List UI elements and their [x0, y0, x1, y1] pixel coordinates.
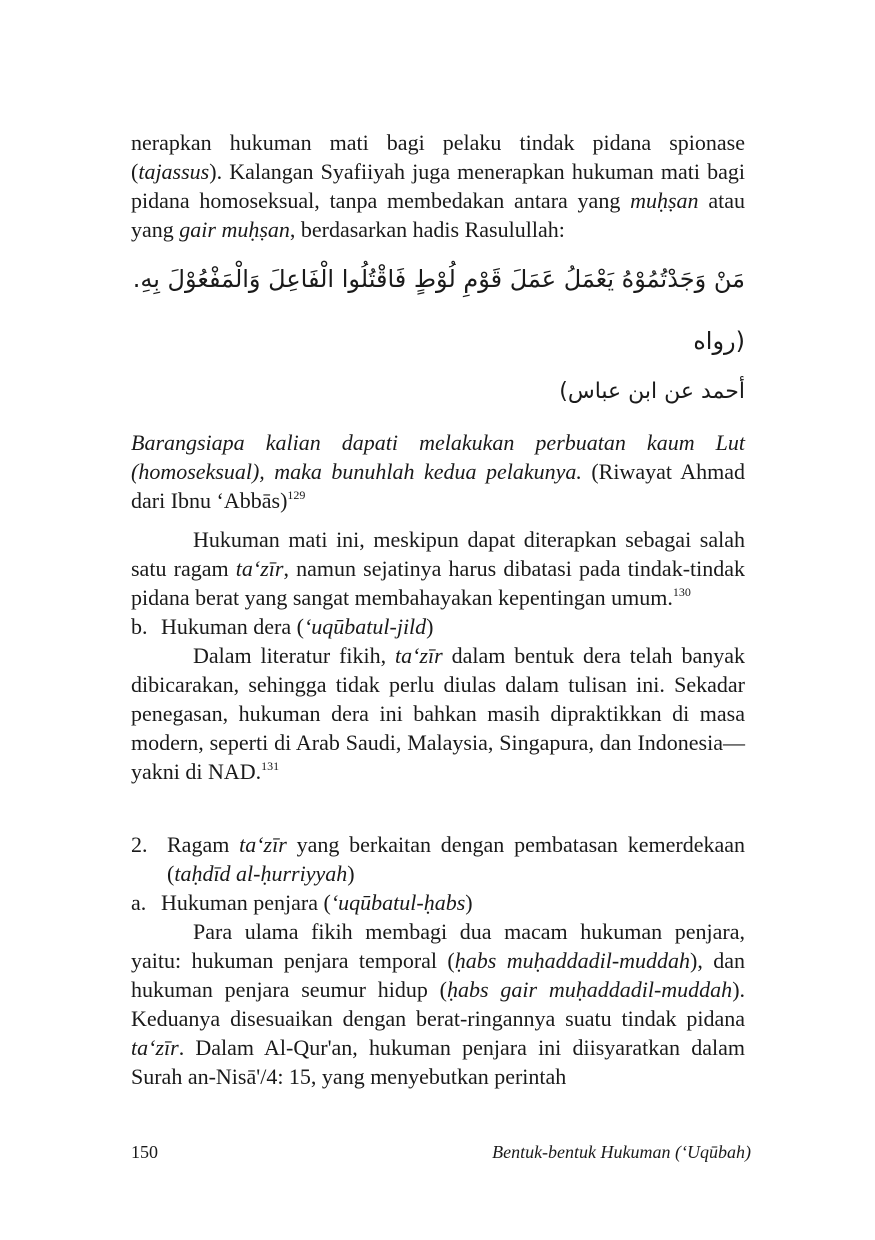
list-label: a.	[131, 890, 147, 915]
text: , namun sejatinya harus dibatasi pada tindak-tindak pidana berat yang sangat membahayakan kepentingan umum.	[131, 556, 746, 610]
term-italic: ta‘zīr	[395, 643, 443, 668]
section-2-text	[167, 830, 745, 888]
subheading-b	[131, 612, 745, 641]
hadith-arabic-line-1: مَنْ وَجَدْتُمُوْهُ يَعْمَلُ عَمَلَ قَوْمِ لُوْطٍ فَاقْتُلُوا الْفَاعِلَ وَالْمَفْعُوْلَ بِهِ. (رواه	[132, 265, 745, 355]
text: Hukuman dera (	[161, 614, 304, 639]
text: Dalam literatur fikih,	[193, 643, 396, 668]
text: yang berkaitan dengan pembatasan kemerdekaan (	[167, 832, 745, 886]
footnote-ref[interactable]: 130	[672, 585, 691, 599]
section-2-heading	[131, 830, 745, 888]
text: ). Kalangan Syafiiyah juga menerapkan hukuman mati bagi pidana homoseksual, tanpa membedakan antara yang	[131, 159, 745, 213]
term-italic: ḥabs gair muḥaddadil-muddah	[447, 977, 733, 1002]
paragraph-2	[131, 525, 745, 612]
term-italic: taḥdīd al-ḥurriyyah	[174, 861, 348, 886]
text: Hukuman mati ini, meskipun dapat diterapkan sebagai salah satu ragam	[131, 527, 745, 581]
footnote-ref[interactable]: 131	[261, 759, 280, 773]
text: Ragam	[167, 832, 240, 857]
text: Hukuman penjara (	[161, 890, 331, 915]
term-italic: ‘uqūbatul-jild	[303, 614, 427, 639]
term-italic: gair muḥṣan	[179, 217, 290, 242]
text: atau yang	[131, 188, 745, 242]
hadith-arabic-line-2: أحمد عن ابن عباس)	[559, 379, 745, 404]
term-italic: ta‘zīr	[131, 1035, 179, 1060]
text: )	[347, 861, 355, 886]
term-italic: ‘uqūbatul-ḥabs	[330, 890, 466, 915]
page-footer	[131, 1142, 751, 1163]
paragraph-1	[131, 128, 745, 244]
subheading-a	[131, 888, 745, 917]
text: (Riwayat Ahmad dari Ibnu ‘Abbās)	[131, 459, 745, 513]
running-title: Bentuk-bentuk Hukuman (‘Uqūbah)	[492, 1142, 751, 1162]
list-label: 2.	[131, 832, 148, 857]
paragraph-4	[131, 917, 745, 1091]
text: )	[465, 890, 473, 915]
hadith-translation	[131, 428, 745, 515]
footnote-ref[interactable]: 129	[287, 488, 306, 502]
term-italic: ta‘zīr	[239, 832, 287, 857]
translation-italic: Barangsiapa kalian dapati melakukan perbuatan kaum Lut (homoseksual), maka bunuhlah kedua pelakunya.	[131, 430, 745, 484]
page-body	[131, 128, 745, 1091]
text: . Dalam Al-Qur'an, hukuman penjara ini diisyaratkan dalam Surah an-Nisā'/4: 15, yang menyebutkan perintah	[131, 1035, 745, 1089]
text: nerapkan hukuman mati bagi pelaku tindak pidana spionase (	[131, 130, 745, 184]
text: Para ulama fikih membagi dua macam hukuman penjara, yaitu: hukuman penjara temporal (	[131, 919, 745, 973]
term-italic: ta‘zīr	[235, 556, 284, 581]
term-italic: tajassus	[138, 159, 210, 184]
text: dalam bentuk dera telah banyak dibicarakan, sehingga tidak perlu diulas dalam tulisan ini. Sekadar penegasan, hukuman dera ini bahkan masih dipraktikkan di masa modern, seperti di Arab Saudi, Malaysia, Singapura, dan Indonesia—yakni di NAD.	[131, 643, 745, 784]
list-label: b.	[131, 614, 148, 639]
term-italic: ḥabs muḥaddadil-muddah	[454, 948, 691, 973]
text: )	[426, 614, 434, 639]
page-number: 150	[131, 1142, 158, 1162]
text: , berdasarkan hadis Rasulullah:	[289, 217, 565, 242]
term-italic: muḥṣan	[630, 188, 699, 213]
text: ). Keduanya disesuaikan dengan berat-ringannya suatu tindak pidana	[131, 977, 746, 1031]
text: ), dan hukuman penjara seumur hidup (	[131, 948, 746, 1002]
paragraph-3	[131, 641, 745, 786]
